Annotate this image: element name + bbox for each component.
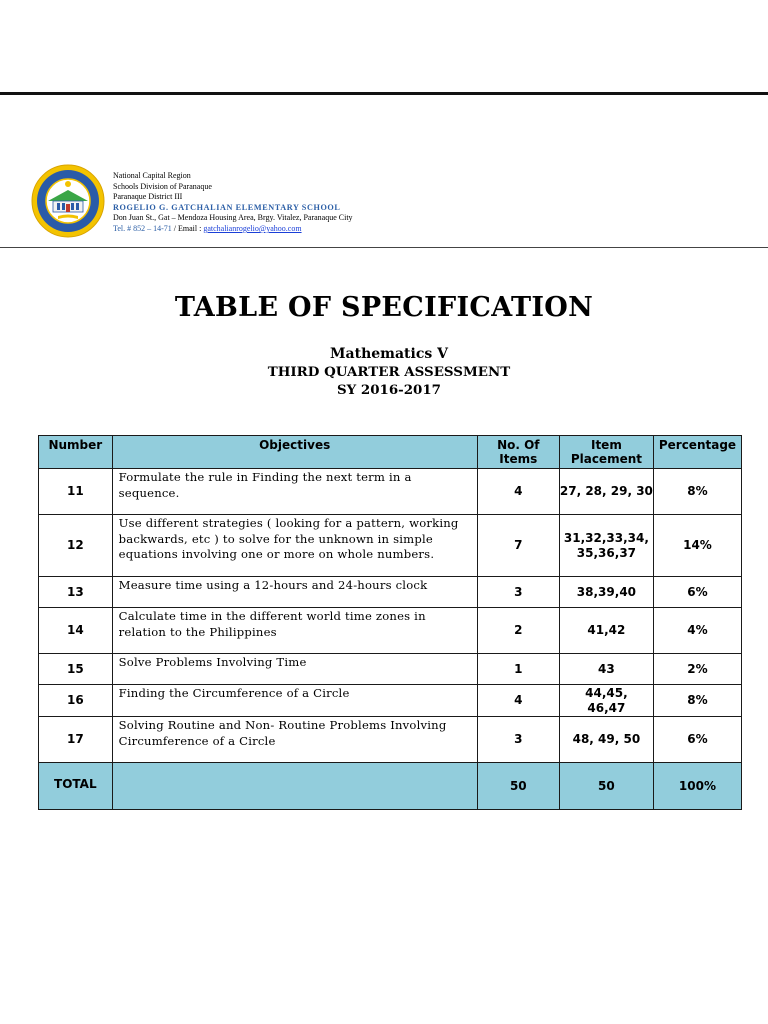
- contact-line: [113, 224, 353, 235]
- row-percentage: 6%: [653, 717, 741, 763]
- school-seal-icon: [31, 164, 105, 238]
- district-line: Paranaque District III: [113, 192, 183, 202]
- row-number: 15: [39, 654, 113, 685]
- total-label: TOTAL: [39, 763, 113, 810]
- table-row: [39, 469, 742, 515]
- row-objective: Measure time using a 12-hours and 24-hours clock: [112, 577, 477, 608]
- row-placement: 44,45, 46,47: [559, 685, 653, 717]
- division-line: Schools Division of Paranaque: [113, 181, 212, 191]
- row-items: 7: [477, 515, 559, 577]
- row-number: 16: [39, 685, 113, 717]
- row-number: 17: [39, 717, 113, 763]
- row-objective: Calculate time in the different world time zones in relation to the Philippines: [112, 608, 477, 654]
- total-items: 50: [477, 763, 559, 810]
- header-rule: [0, 247, 768, 248]
- row-placement: 48, 49, 50: [559, 717, 653, 763]
- row-percentage: 8%: [653, 469, 741, 515]
- email-label: / Email :: [171, 223, 204, 233]
- table-header-row: [39, 436, 742, 469]
- table-row: [39, 577, 742, 608]
- total-row: [39, 763, 742, 810]
- email-link[interactable]: gatchalianrogelio@yahoo.com: [203, 223, 302, 233]
- school-name: ROGELIO G. GATCHALIAN ELEMENTARY SCHOOL: [113, 202, 341, 212]
- document-title: TABLE OF SPECIFICATION: [174, 292, 594, 323]
- total-placement: 50: [559, 763, 653, 810]
- row-placement: 43: [559, 654, 653, 685]
- row-items: 3: [477, 717, 559, 763]
- total-percentage: 100%: [653, 763, 741, 810]
- row-items: 1: [477, 654, 559, 685]
- header-placement: Item Placement: [559, 436, 653, 469]
- row-items: 2: [477, 608, 559, 654]
- row-placement: 38,39,40: [559, 577, 653, 608]
- row-number: 13: [39, 577, 113, 608]
- header-percentage: Percentage: [653, 436, 741, 469]
- school-year-subtitle: SY 2016-2017: [337, 382, 441, 398]
- subject-subtitle: Mathematics V: [330, 346, 448, 362]
- region-line: National Capital Region: [113, 171, 191, 180]
- tel-number: Tel. # 852 – 14-71: [113, 223, 172, 233]
- total-objective-cell: [112, 763, 477, 810]
- row-percentage: 4%: [653, 608, 741, 654]
- row-objective: Use different strategies ( looking for a pattern, working backwards, etc ) to solve for the unknown in simple equations involving one or more on whole numbers.: [112, 515, 477, 577]
- row-percentage: 6%: [653, 577, 741, 608]
- row-placement: 27, 28, 29, 30: [559, 469, 653, 515]
- row-objective: Solving Routine and Non- Routine Problems Involving Circumference of a Circle: [112, 717, 477, 763]
- row-objective: Solve Problems Involving Time: [112, 654, 477, 685]
- header-objectives: Objectives: [112, 436, 477, 469]
- row-percentage: 14%: [653, 515, 741, 577]
- quarter-subtitle: THIRD QUARTER ASSESSMENT: [267, 364, 511, 380]
- row-placement: 41,42: [559, 608, 653, 654]
- row-items: 4: [477, 685, 559, 717]
- row-number: 14: [39, 608, 113, 654]
- row-placement: 31,32,33,34, 35,36,37: [559, 515, 653, 577]
- row-objective: Finding the Circumference of a Circle: [112, 685, 477, 717]
- table-row: [39, 717, 742, 763]
- row-percentage: 2%: [653, 654, 741, 685]
- row-items: 4: [477, 469, 559, 515]
- top-rule: [0, 92, 768, 95]
- school-address: Don Juan St., Gat – Mendoza Housing Area, Brgy. Vitalez, Paranaque City: [113, 213, 353, 223]
- row-number: 12: [39, 515, 113, 577]
- specification-table: [38, 435, 742, 810]
- table-row: [39, 654, 742, 685]
- row-number: 11: [39, 469, 113, 515]
- header-items: No. Of Items: [477, 436, 559, 469]
- header-number: Number: [39, 436, 113, 469]
- table-row: [39, 608, 742, 654]
- table-row: [39, 515, 742, 577]
- row-objective: Formulate the rule in Finding the next term in a sequence.: [112, 469, 477, 515]
- row-items: 3: [477, 577, 559, 608]
- row-percentage: 8%: [653, 685, 741, 717]
- school-header: [113, 171, 353, 235]
- table-row: [39, 685, 742, 717]
